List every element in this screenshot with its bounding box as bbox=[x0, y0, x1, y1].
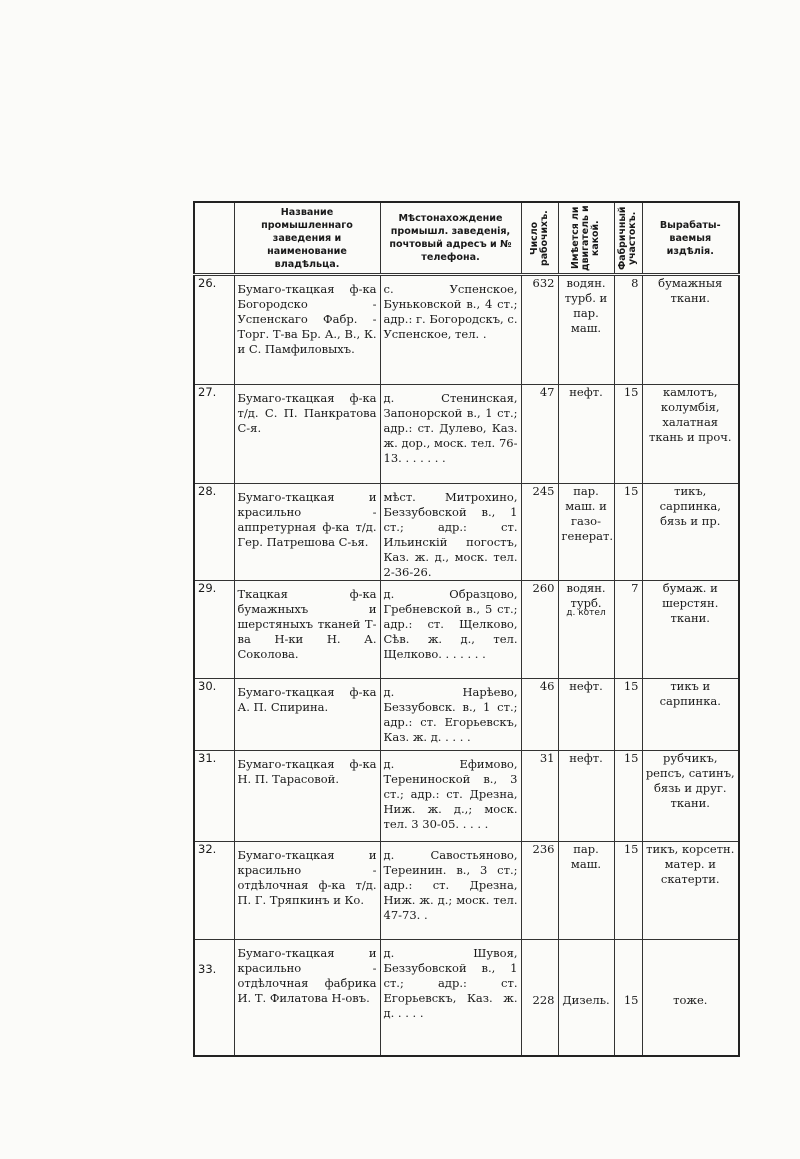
goods-produced: тикъ и сарпинка. bbox=[642, 679, 739, 751]
row-number: 28. bbox=[194, 484, 234, 581]
factory-plot: 15 bbox=[614, 842, 642, 940]
goods-produced: тикъ, сарпинка, бязь и пр. bbox=[642, 484, 739, 581]
workers-count: 47 bbox=[521, 385, 558, 484]
factory-plot: 15 bbox=[614, 751, 642, 842]
factory-name: Бумаго-ткацкая и красильно - отдѣлочная ф-ка т/д. П. Г. Тряпкинъ и Ко. bbox=[234, 842, 380, 940]
engine-type bbox=[558, 581, 614, 679]
factory-name: Бумаго-ткацкая ф-ка А. П. Спирина. bbox=[234, 679, 380, 751]
header-engine bbox=[558, 202, 614, 275]
factory-location: д. Савостьяново, Тереинин. в., 3 ст.; адр.: ст. Дрезна, Ниж. ж. д.; моск. тел. 47-73. . bbox=[380, 842, 521, 940]
factory-location: д. Стенинская, Запонорской в., 1 ст.; адр.: ст. Дулево, Каз. ж. дор., моск. тел. 76-13. . . . . . . bbox=[380, 385, 521, 484]
workers-count: 46 bbox=[521, 679, 558, 751]
goods-produced: тикъ, корсетн. матер. и скатерти. bbox=[642, 842, 739, 940]
goods-produced: бумажныя ткани. bbox=[642, 275, 739, 385]
factory-location: д. Образцово, Гребневской в., 5 ст.; адр.: ст. Щелково, Сѣв. ж. д., тел. Щелково. . . . . . . bbox=[380, 581, 521, 679]
workers-count: 260 bbox=[521, 581, 558, 679]
header-name: Название промышленнаго заведения и наименование владѣльца. bbox=[234, 202, 380, 275]
table-row bbox=[194, 581, 739, 679]
header-location: Мѣстонахождение промышл. заведенія, почтовый адресъ и № телефона. bbox=[380, 202, 521, 275]
header-workers-label: Число рабочихъ. bbox=[528, 210, 550, 266]
factory-location: д. Нарѣево, Беззубовск. в., 1 ст.; адр.: ст. Егорьевскъ, Каз. ж. д. . . . . bbox=[380, 679, 521, 751]
row-number: 30. bbox=[194, 679, 234, 751]
goods-produced: тоже. bbox=[642, 940, 739, 1056]
factory-plot: 8 bbox=[614, 275, 642, 385]
table-row bbox=[194, 679, 739, 751]
engine-type: водян. турб. и пар. маш. bbox=[558, 275, 614, 385]
goods-produced: камлотъ, колумбія, халатная ткань и проч. bbox=[642, 385, 739, 484]
factory-name: Бумаго-ткацкая и красильно - аппретурная ф-ка т/д. Гер. Патрешова С-ья. bbox=[234, 484, 380, 581]
header-number bbox=[194, 202, 234, 275]
factory-name: Ткацкая ф-ка бумажныхъ и шерстяныхъ тканей Т-ва Н-ки Н. А. Соколова. bbox=[234, 581, 380, 679]
engine-type: пар. маш. bbox=[558, 842, 614, 940]
table-row bbox=[194, 484, 739, 581]
row-number: 32. bbox=[194, 842, 234, 940]
table-row bbox=[194, 385, 739, 484]
factory-name: Бумаго-ткацкая и красильно - отдѣлочная фабрика И. Т. Филатова Н-овъ. bbox=[234, 940, 380, 1056]
row-number: 33. bbox=[194, 940, 234, 1056]
workers-count: 236 bbox=[521, 842, 558, 940]
factory-plot: 15 bbox=[614, 484, 642, 581]
workers-count: 31 bbox=[521, 751, 558, 842]
handwritten-note: д. котел bbox=[566, 608, 606, 618]
engine-type: пар. маш. и газо-генерат. bbox=[558, 484, 614, 581]
table-row bbox=[194, 751, 739, 842]
table-row bbox=[194, 275, 739, 385]
engine-type: нефт. bbox=[558, 679, 614, 751]
header-plot-label: Фабричный участокъ. bbox=[617, 206, 638, 270]
workers-count: 632 bbox=[521, 275, 558, 385]
factory-location: с. Успенское, Буньковской в., 4 ст.; адр.: г. Богородскъ, с. Успенское, тел. . bbox=[380, 275, 521, 385]
engine-type: нефт. bbox=[558, 385, 614, 484]
table-row bbox=[194, 940, 739, 1056]
factory-name: Бумаго-ткацкая ф-ка т/д. С. П. Панкратова С-я. bbox=[234, 385, 380, 484]
engine-type: нефт. bbox=[558, 751, 614, 842]
row-number: 29. bbox=[194, 581, 234, 679]
row-number: 27. bbox=[194, 385, 234, 484]
row-number: 31. bbox=[194, 751, 234, 842]
engine-type-label: водян. турб. bbox=[566, 581, 606, 610]
factory-location: мѣст. Митрохино, Беззубовской в., 1 ст.; адр.: ст. Ильинскій погостъ, Каз. ж. д., моск. тел. 2-36-26. bbox=[380, 484, 521, 581]
factory-plot: 7 bbox=[614, 581, 642, 679]
factory-name: Бумаго-ткацкая ф-ка Богородско - Успенскаго Фабр. - Торг. Т-ва Бр. А., В., К. и С. Памфиловыхъ. bbox=[234, 275, 380, 385]
factory-name: Бумаго-ткацкая ф-ка Н. П. Тарасовой. bbox=[234, 751, 380, 842]
workers-count: 245 bbox=[521, 484, 558, 581]
header-goods: Вырабаты-ваемыя издѣлія. bbox=[642, 202, 739, 275]
header-plot bbox=[614, 202, 642, 275]
workers-count: 228 bbox=[521, 940, 558, 1056]
header-row bbox=[194, 202, 739, 275]
row-number: 26. bbox=[194, 275, 234, 385]
factory-plot: 15 bbox=[614, 385, 642, 484]
goods-produced: рубчикъ, репсъ, сатинъ, бязь и друг. ткани. bbox=[642, 751, 739, 842]
header-engine-label: Имѣется ли двигатель и какой. bbox=[570, 205, 601, 271]
factory-register-table bbox=[193, 201, 740, 1057]
header-workers bbox=[521, 202, 558, 275]
goods-produced: бумаж. и шерстян. ткани. bbox=[642, 581, 739, 679]
factory-location: д. Ефимово, Терениноской в., 3 ст.; адр.: ст. Дрезна, Ниж. ж. д.,; моск. тел. 3 30-05. . . . . bbox=[380, 751, 521, 842]
table-row bbox=[194, 842, 739, 940]
factory-location: д. Шувоя, Беззубовской в., 1 ст.; адр.: ст. Егорьевскъ, Каз. ж. д. . . . . bbox=[380, 940, 521, 1056]
engine-type: Дизель. bbox=[558, 940, 614, 1056]
factory-plot: 15 bbox=[614, 679, 642, 751]
factory-plot: 15 bbox=[614, 940, 642, 1056]
